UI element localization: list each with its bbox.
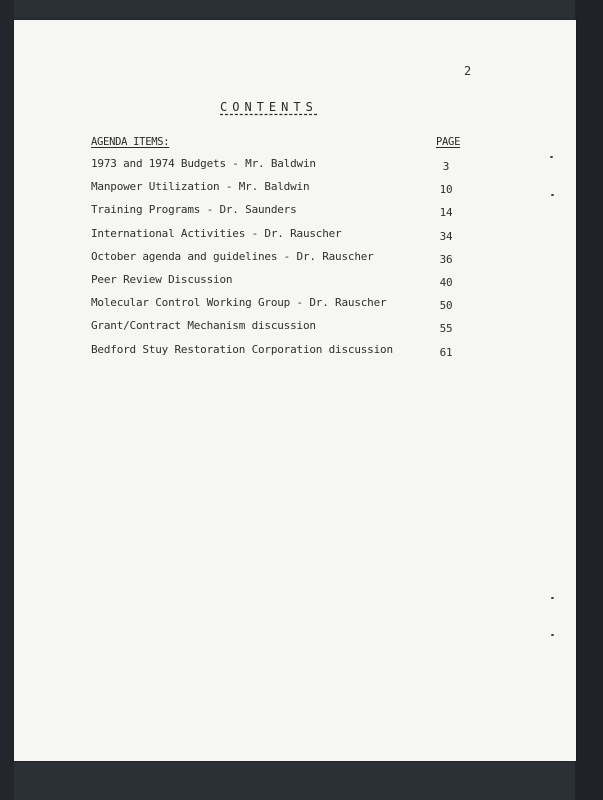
agenda-items-header: AGENDA ITEMS: bbox=[91, 136, 170, 148]
entry-page: 14 bbox=[439, 206, 453, 220]
entry-title: Training Programs - Dr. Saunders bbox=[91, 203, 297, 217]
contents-entry bbox=[91, 203, 471, 226]
contents-heading: CONTENTS bbox=[220, 100, 318, 114]
entry-page: 50 bbox=[439, 299, 453, 313]
contents-list bbox=[91, 157, 471, 366]
entry-page: 34 bbox=[439, 229, 453, 243]
contents-entry bbox=[91, 273, 471, 296]
entry-title: Peer Review Discussion bbox=[91, 272, 233, 286]
page-column-header: PAGE bbox=[436, 136, 461, 148]
entry-page: 3 bbox=[442, 160, 450, 173]
contents-entry bbox=[91, 319, 471, 342]
entry-page: 36 bbox=[439, 252, 453, 266]
scan-speck bbox=[550, 156, 553, 158]
contents-entry bbox=[91, 296, 471, 319]
entry-title: International Activities - Dr. Rauscher bbox=[91, 226, 342, 240]
contents-entry bbox=[91, 250, 471, 273]
entry-page: 40 bbox=[439, 275, 453, 289]
entry-title: October agenda and guidelines - Dr. Rauscher bbox=[91, 249, 374, 263]
entry-page: 10 bbox=[439, 183, 453, 197]
entry-title: Grant/Contract Mechanism discussion bbox=[91, 319, 316, 333]
contents-entry bbox=[91, 343, 471, 366]
entry-title: Molecular Control Working Group - Dr. Rauscher bbox=[91, 296, 387, 310]
contents-entry bbox=[91, 180, 471, 203]
scan-speck bbox=[551, 597, 554, 599]
scan-backdrop-right bbox=[575, 0, 603, 800]
document-page bbox=[14, 20, 576, 761]
entry-page: 55 bbox=[439, 322, 453, 336]
scan-speck bbox=[551, 194, 554, 196]
entry-title: 1973 and 1974 Budgets - Mr. Baldwin bbox=[91, 157, 316, 170]
contents-entry bbox=[91, 227, 471, 250]
page-number: 2 bbox=[464, 64, 472, 78]
scan-backdrop-left bbox=[0, 0, 14, 800]
entry-page: 61 bbox=[439, 345, 453, 359]
entry-title: Bedford Stuy Restoration Corporation discussion bbox=[91, 342, 393, 356]
scan-speck bbox=[551, 634, 554, 636]
entry-title: Manpower Utilization - Mr. Baldwin bbox=[91, 180, 310, 194]
contents-entry bbox=[91, 157, 471, 180]
